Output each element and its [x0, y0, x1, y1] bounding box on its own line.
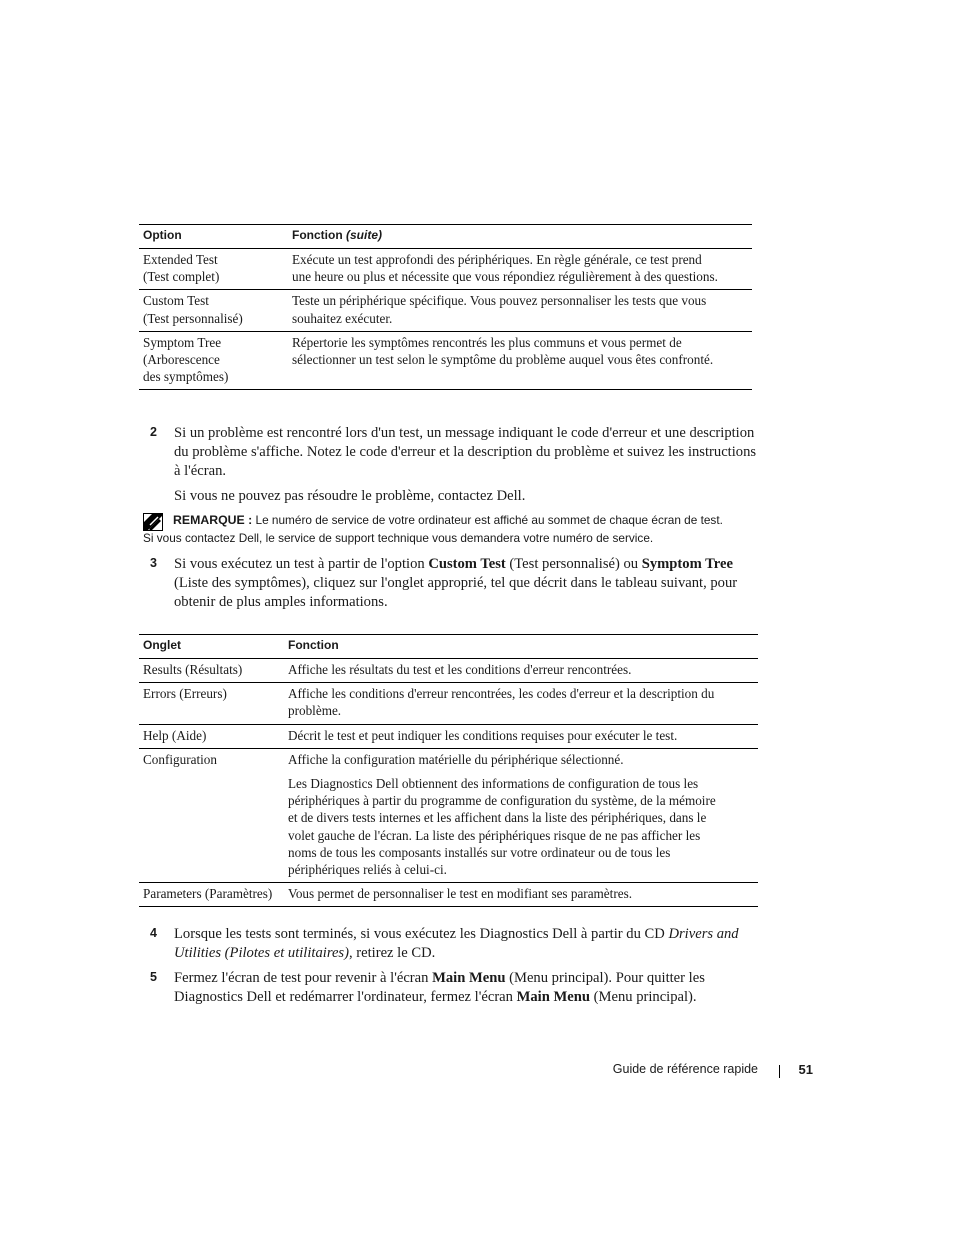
table-row: [139, 290, 752, 331]
footer-title: Guide de référence rapide: [612, 1062, 758, 1076]
options-table: [139, 224, 752, 390]
table-row: [139, 249, 752, 290]
table-row: [139, 659, 758, 683]
tabs-table-header: [139, 635, 758, 659]
tab-cell: Parameters (Paramètres): [139, 883, 286, 907]
step-text: Si vous exécutez un test à partir de l'option Custom Test (Test personnalisé) ou Symptom Tree (Liste des symptômes), cliquez sur l'onglet approprié, tel que décrit dans le tableau suivant, pour obtenir de plus amples informations.: [174, 556, 738, 610]
step-4: [150, 925, 760, 963]
pencil-note-icon: [143, 513, 163, 531]
option-cell: Extended Test (Test complet): [139, 249, 290, 290]
options-table-header: [139, 225, 752, 249]
step-text: Fermez l'écran de test pour revenir à l'écran Main Menu (Menu principal). Pour quitter les Diagnostics Dell et redémarrer l'ordinateur, fermez l'écran Main Menu (Menu principal).: [174, 970, 705, 1005]
note-label: REMARQUE :: [173, 513, 253, 527]
step-followup: Si vous ne pouvez pas résoudre le problème, contactez Dell.: [174, 488, 526, 504]
step-text: Lorsque les tests sont terminés, si vous exécutez les Diagnostics Dell à partir du CD Drivers and Utilities (Pilotes et utilitaires), retirez le CD.: [174, 926, 739, 961]
tab-cell: Results (Résultats): [139, 659, 286, 683]
step-text: Si un problème est rencontré lors d'un test, un message indiquant le code d'erreur et une description du problème s'affiche. Notez le code d'erreur et la description du problème et suivez les instructions à l'écran.: [174, 425, 757, 479]
header-function: Fonction (suite): [290, 225, 752, 249]
function-cell: Répertorie les symptômes rencontrés les plus communs et vous permet de sélectionner un test selon le symptôme du problème auquel vous êtes confronté.: [290, 331, 752, 390]
table-row: [139, 683, 758, 724]
step-5: [150, 969, 760, 1007]
footer-separator: [779, 1065, 780, 1078]
tab-cell: Errors (Erreurs): [139, 683, 286, 724]
function-cell: Teste un périphérique spécifique. Vous pouvez personnaliser les tests que vous souhaitez exécuter.: [290, 290, 752, 331]
function-cell: Décrit le test et peut indiquer les conditions requises pour exécuter le test.: [286, 724, 758, 748]
step-3: [150, 555, 760, 612]
step-number: 4: [150, 926, 157, 940]
function-cell: Vous permet de personnaliser le test en modifiant ses paramètres.: [286, 883, 758, 907]
tab-cell: Help (Aide): [139, 724, 286, 748]
step-number: 2: [150, 425, 157, 439]
table-row: [139, 883, 758, 907]
table-row: [139, 724, 758, 748]
note-text: REMARQUE : Le numéro de service de votre ordinateur est affiché au sommet de chaque écran de test. Si vous contactez Dell, le service de support technique vous demandera votre numéro de service.: [143, 513, 723, 545]
tabs-table: [139, 634, 758, 907]
function-cell: Exécute un test approfondi des périphériques. En règle générale, ce test prend une heure ou plus et nécessite que vous répondiez régulièrement à des questions.: [290, 249, 752, 290]
note-block: [143, 512, 763, 547]
page-number: 51: [798, 1062, 813, 1077]
step-number: 3: [150, 556, 157, 570]
function-cell: Affiche la configuration matérielle du périphérique sélectionné. Les Diagnostics Dell obtiennent des informations de configuration de tous les périphériques à partir du programme de configuration du système, de la mémoire et de divers tests internes et les affichent dans la liste des périphériques, dans le volet gauche de l'écran. La liste des périphériques risque de ne pas afficher les noms de tous les composants installés sur votre ordinateur ou de tous les périphériques reliés à celui-ci.: [286, 748, 758, 882]
function-cell: Affiche les conditions d'erreur rencontrées, les codes d'erreur et la description du problème.: [286, 683, 758, 724]
tab-cell: Configuration: [139, 748, 286, 882]
header-tab: Onglet: [139, 635, 286, 659]
table-row: [139, 331, 752, 390]
step-2: [150, 424, 760, 506]
option-cell: Symptom Tree (Arborescence des symptômes): [139, 331, 290, 390]
step-number: 5: [150, 970, 157, 984]
table-row: [139, 748, 758, 882]
header-option: Option: [139, 225, 290, 249]
function-cell: Affiche les résultats du test et les conditions d'erreur rencontrées.: [286, 659, 758, 683]
page-footer: [560, 1062, 820, 1080]
option-cell: Custom Test (Test personnalisé): [139, 290, 290, 331]
header-function: Fonction: [286, 635, 758, 659]
